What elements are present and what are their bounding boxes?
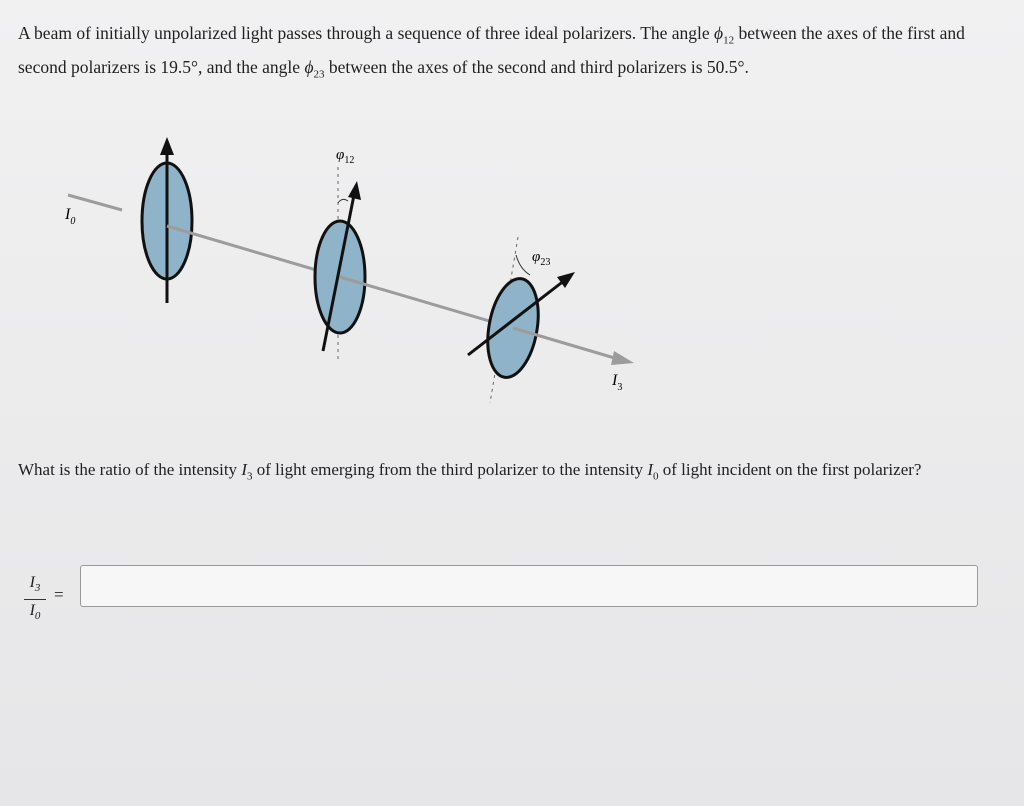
label-phi23: $\varphi_{23}$ bbox=[532, 249, 551, 268]
emerging-beam-arrowhead bbox=[611, 351, 634, 365]
question-text-3: of light incident on the first polarizer? bbox=[658, 460, 922, 479]
phi12-symbol: ϕ bbox=[714, 23, 724, 43]
phi23-arc bbox=[516, 255, 530, 275]
beam-2-3 bbox=[340, 277, 513, 328]
phi12-arc bbox=[338, 199, 348, 203]
prompt-text-2: between the axes of the first and second polarizers is 19.5°, and the angle bbox=[18, 23, 965, 77]
polarizer-2-arrowhead bbox=[348, 181, 361, 200]
label-i3: $I_3$ bbox=[612, 372, 623, 393]
prompt-text-3: between the axes of the second and third polarizers is 50.5°. bbox=[324, 56, 749, 77]
polarizer-1-arrowhead bbox=[160, 137, 174, 155]
phi23-symbol: ϕ bbox=[304, 56, 314, 77]
label-phi12: $\varphi_{12}$ bbox=[336, 147, 355, 166]
i0-subscript: 0 bbox=[653, 470, 659, 483]
equals-sign: = bbox=[54, 585, 64, 604]
ratio-fraction bbox=[24, 574, 46, 625]
i3-symbol: I bbox=[241, 460, 247, 479]
question-text-2: of light emerging from the third polarizer to the intensity bbox=[252, 460, 648, 479]
label-i0: $I_0$ bbox=[65, 206, 76, 227]
i0-symbol: I bbox=[647, 460, 653, 479]
prompt-text-1: A beam of initially unpolarized light passes through a sequence of three ideal polarizers. The angle bbox=[18, 23, 715, 43]
incident-beam bbox=[68, 195, 122, 210]
answer-input[interactable] bbox=[80, 565, 978, 607]
i3-subscript: 3 bbox=[246, 470, 253, 483]
fraction-denominator: $I_0$ bbox=[29, 602, 41, 623]
problem-statement bbox=[18, 20, 988, 87]
phi23-subscript: 23 bbox=[313, 68, 325, 80]
phi12-subscript: 12 bbox=[723, 34, 735, 47]
question-text bbox=[18, 457, 968, 489]
fraction-bar bbox=[24, 599, 46, 600]
question-text-1: What is the ratio of the intensity bbox=[18, 460, 242, 479]
polarizer-diagram bbox=[50, 125, 650, 415]
fraction-numerator: $I_3$ bbox=[29, 574, 41, 595]
